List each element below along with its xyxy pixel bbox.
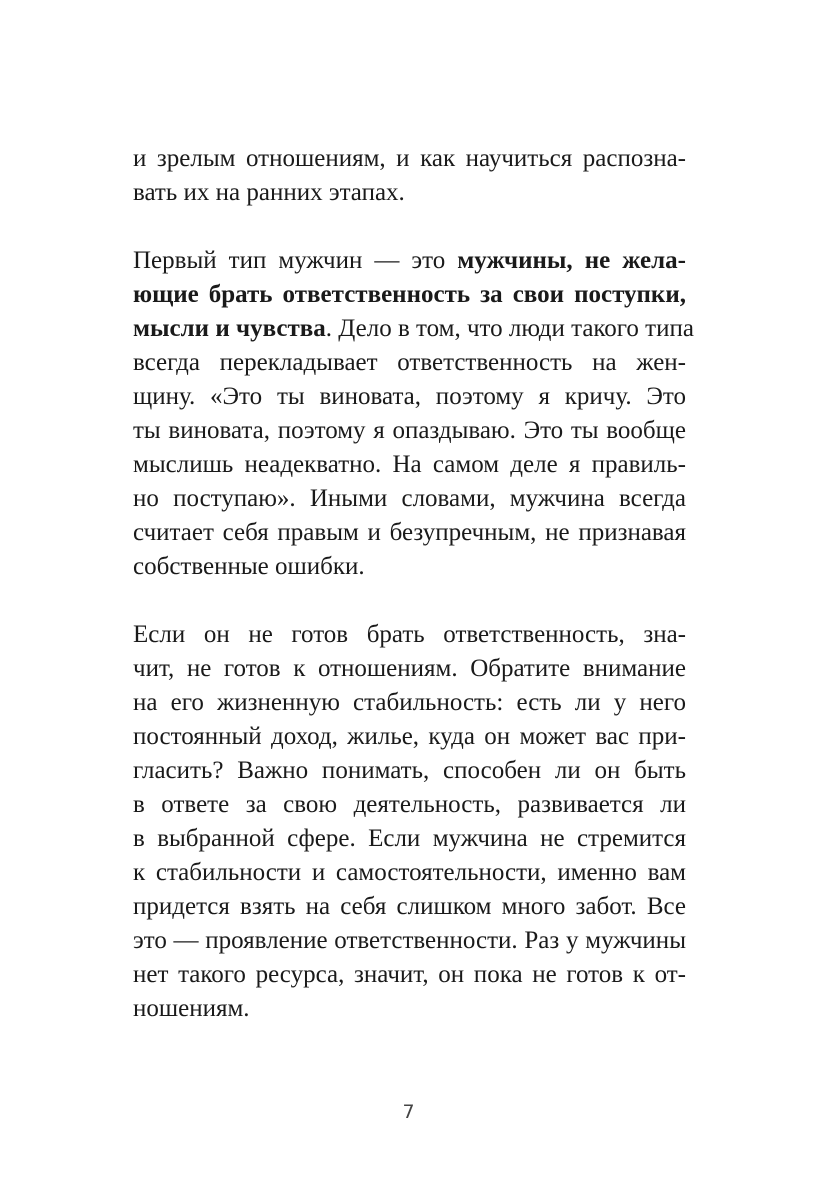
text-segment: это — проявление ответственности. Раз у мужчины bbox=[133, 927, 686, 954]
text-segment: мыслишь неадекватно. На самом деле я правиль- bbox=[133, 451, 686, 478]
text-segment: чит, не готов к отношениям. Обратите внимание bbox=[133, 655, 686, 682]
text-segment: вать их на ранних этапах. bbox=[133, 179, 405, 206]
paragraph-gap bbox=[133, 210, 686, 244]
text-line bbox=[133, 958, 686, 992]
text-line bbox=[133, 822, 686, 856]
text-segment: нет такого ресурса, значит, он пока не готов к от- bbox=[133, 961, 686, 988]
text-line bbox=[133, 312, 694, 346]
text-segment: и зрелым отношениям, и как научиться распозна- bbox=[133, 145, 686, 172]
text-segment: ношениям. bbox=[133, 995, 250, 1022]
text-segment: в ответе за свою деятельность, развивается ли bbox=[133, 791, 686, 818]
text-segment: на его жизненную стабильность: есть ли у него bbox=[133, 689, 686, 716]
text-segment: Первый тип мужчин — это bbox=[133, 247, 458, 274]
text-line bbox=[133, 414, 686, 448]
text-segment: в выбранной сфере. Если мужчина не стремится bbox=[133, 825, 686, 852]
text-segment: щину. «Это ты виновата, поэтому я кричу. Это bbox=[133, 383, 686, 410]
text-segment: придется взять на себя слишком много забот. Все bbox=[133, 893, 686, 920]
text-line bbox=[133, 720, 686, 754]
text-line bbox=[133, 516, 686, 550]
paragraph bbox=[133, 142, 686, 210]
bold-text-segment: мужчины, не жела- bbox=[457, 247, 686, 274]
text-segment: ты виновата, поэтому я опаздываю. Это ты вообще bbox=[133, 417, 686, 444]
text-line bbox=[133, 856, 686, 890]
page-body-text bbox=[133, 142, 694, 1026]
text-segment: постоянный доход, жилье, куда он может вас при- bbox=[133, 723, 686, 750]
text-line bbox=[133, 482, 686, 516]
text-segment: считает себя правым и безупречным, не признавая bbox=[133, 519, 686, 546]
text-line bbox=[133, 618, 686, 652]
text-segment: собственные ошибки. bbox=[133, 553, 365, 580]
text-line bbox=[133, 550, 686, 584]
text-line bbox=[133, 652, 686, 686]
text-segment: . Дело в том, что люди такого типа bbox=[325, 315, 694, 342]
paragraph bbox=[133, 244, 694, 584]
bold-text-segment: ющие брать ответственность за свои поступки, bbox=[133, 281, 686, 308]
text-segment: к стабильности и самостоятельности, именно вам bbox=[133, 859, 686, 886]
text-line bbox=[133, 176, 686, 210]
paragraph-gap bbox=[133, 584, 686, 618]
text-segment: Если он не готов брать ответственность, зна- bbox=[133, 621, 686, 648]
text-line bbox=[133, 346, 686, 380]
text-line bbox=[133, 890, 686, 924]
text-line bbox=[133, 788, 686, 822]
text-line bbox=[133, 448, 686, 482]
bold-text-segment: мысли и чувства bbox=[133, 315, 326, 342]
text-line bbox=[133, 924, 686, 958]
text-line bbox=[133, 754, 686, 788]
text-line bbox=[133, 278, 686, 312]
text-segment: всегда перекладывает ответственность на жен- bbox=[133, 349, 686, 376]
page-number: 7 bbox=[402, 1101, 415, 1123]
text-line bbox=[133, 380, 686, 414]
text-line bbox=[133, 686, 686, 720]
text-segment: но поступаю». Иными словами, мужчина всегда bbox=[133, 485, 686, 512]
text-line bbox=[133, 244, 686, 278]
paragraph bbox=[133, 618, 686, 1026]
text-line bbox=[133, 992, 686, 1026]
text-segment: гласить? Важно понимать, способен ли он быть bbox=[133, 757, 686, 784]
text-line bbox=[133, 142, 686, 176]
